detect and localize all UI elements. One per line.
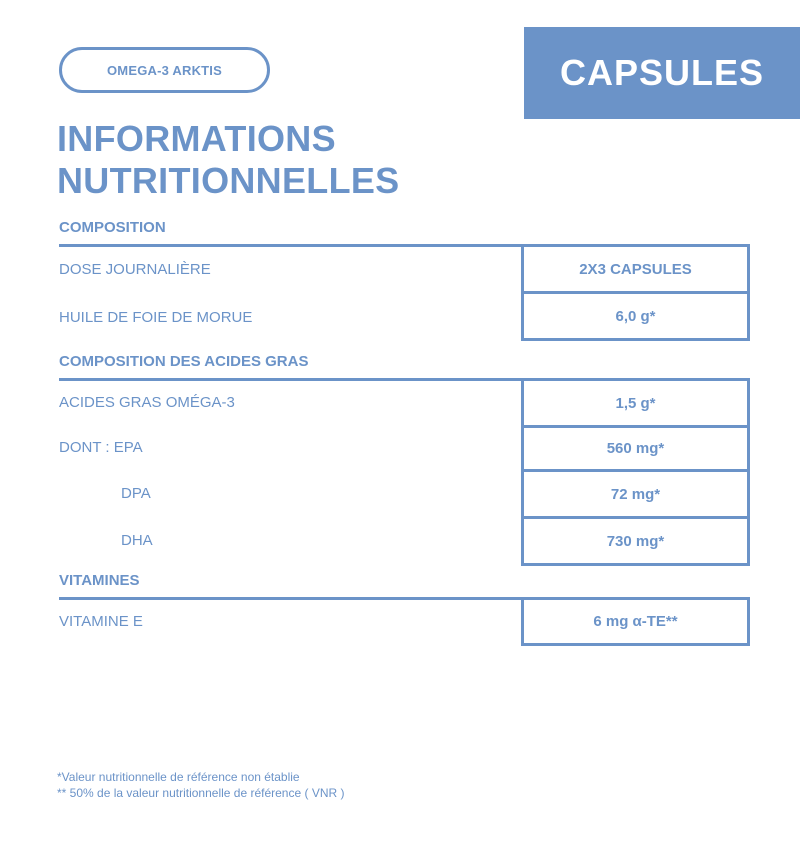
row-value-omega3 [521,378,750,428]
page-title [57,118,400,202]
section-divider-fatty-acids [59,378,521,381]
value-text: 560 mg* [606,440,665,457]
value-text: 6 mg α-TE** [593,613,678,630]
title-line-2: NUTRITIONNELLES [57,160,400,201]
value-text: 6,0 g* [615,307,656,325]
row-value-epa [521,425,750,472]
value-text: 72 mg* [610,485,661,503]
row-value-cod-liver-oil [521,291,750,341]
row-label-cod-liver-oil: HUILE DE FOIE DE MORUE [59,309,253,326]
section-heading-vitamins: VITAMINES [59,572,140,589]
product-name-pill [59,47,270,93]
section-divider-composition [59,244,521,247]
product-name: OMEGA-3 ARKTIS [107,62,222,78]
row-label-dpa: DPA [121,485,151,502]
format-label: CAPSULES [559,52,765,93]
row-value-dpa [521,469,750,519]
row-label-omega3: ACIDES GRAS OMÉGA-3 [59,394,235,411]
value-text: 730 mg* [606,532,665,550]
row-label-dha: DHA [121,532,153,549]
title-line-1: INFORMATIONS [57,118,336,159]
row-label-epa: DONT : EPA [59,439,143,456]
row-value-dha [521,516,750,566]
row-value-vitamin-e [521,597,750,646]
section-heading-composition: COMPOSITION [59,219,166,236]
value-text: 2X3 CAPSULES [579,260,692,278]
footnote-1: *Valeur nutritionnelle de référence non établie [57,770,300,784]
row-label-daily-dose: DOSE JOURNALIÈRE [59,261,211,278]
value-text: 1,5 g* [615,394,656,412]
row-label-vitamin-e: VITAMINE E [59,613,143,630]
footnote-2: ** 50% de la valeur nutritionnelle de référence ( VNR ) [57,786,345,800]
section-heading-fatty-acids: COMPOSITION DES ACIDES GRAS [59,353,309,370]
row-value-daily-dose [521,244,750,294]
format-badge [524,27,800,119]
section-divider-vitamins [59,597,521,600]
